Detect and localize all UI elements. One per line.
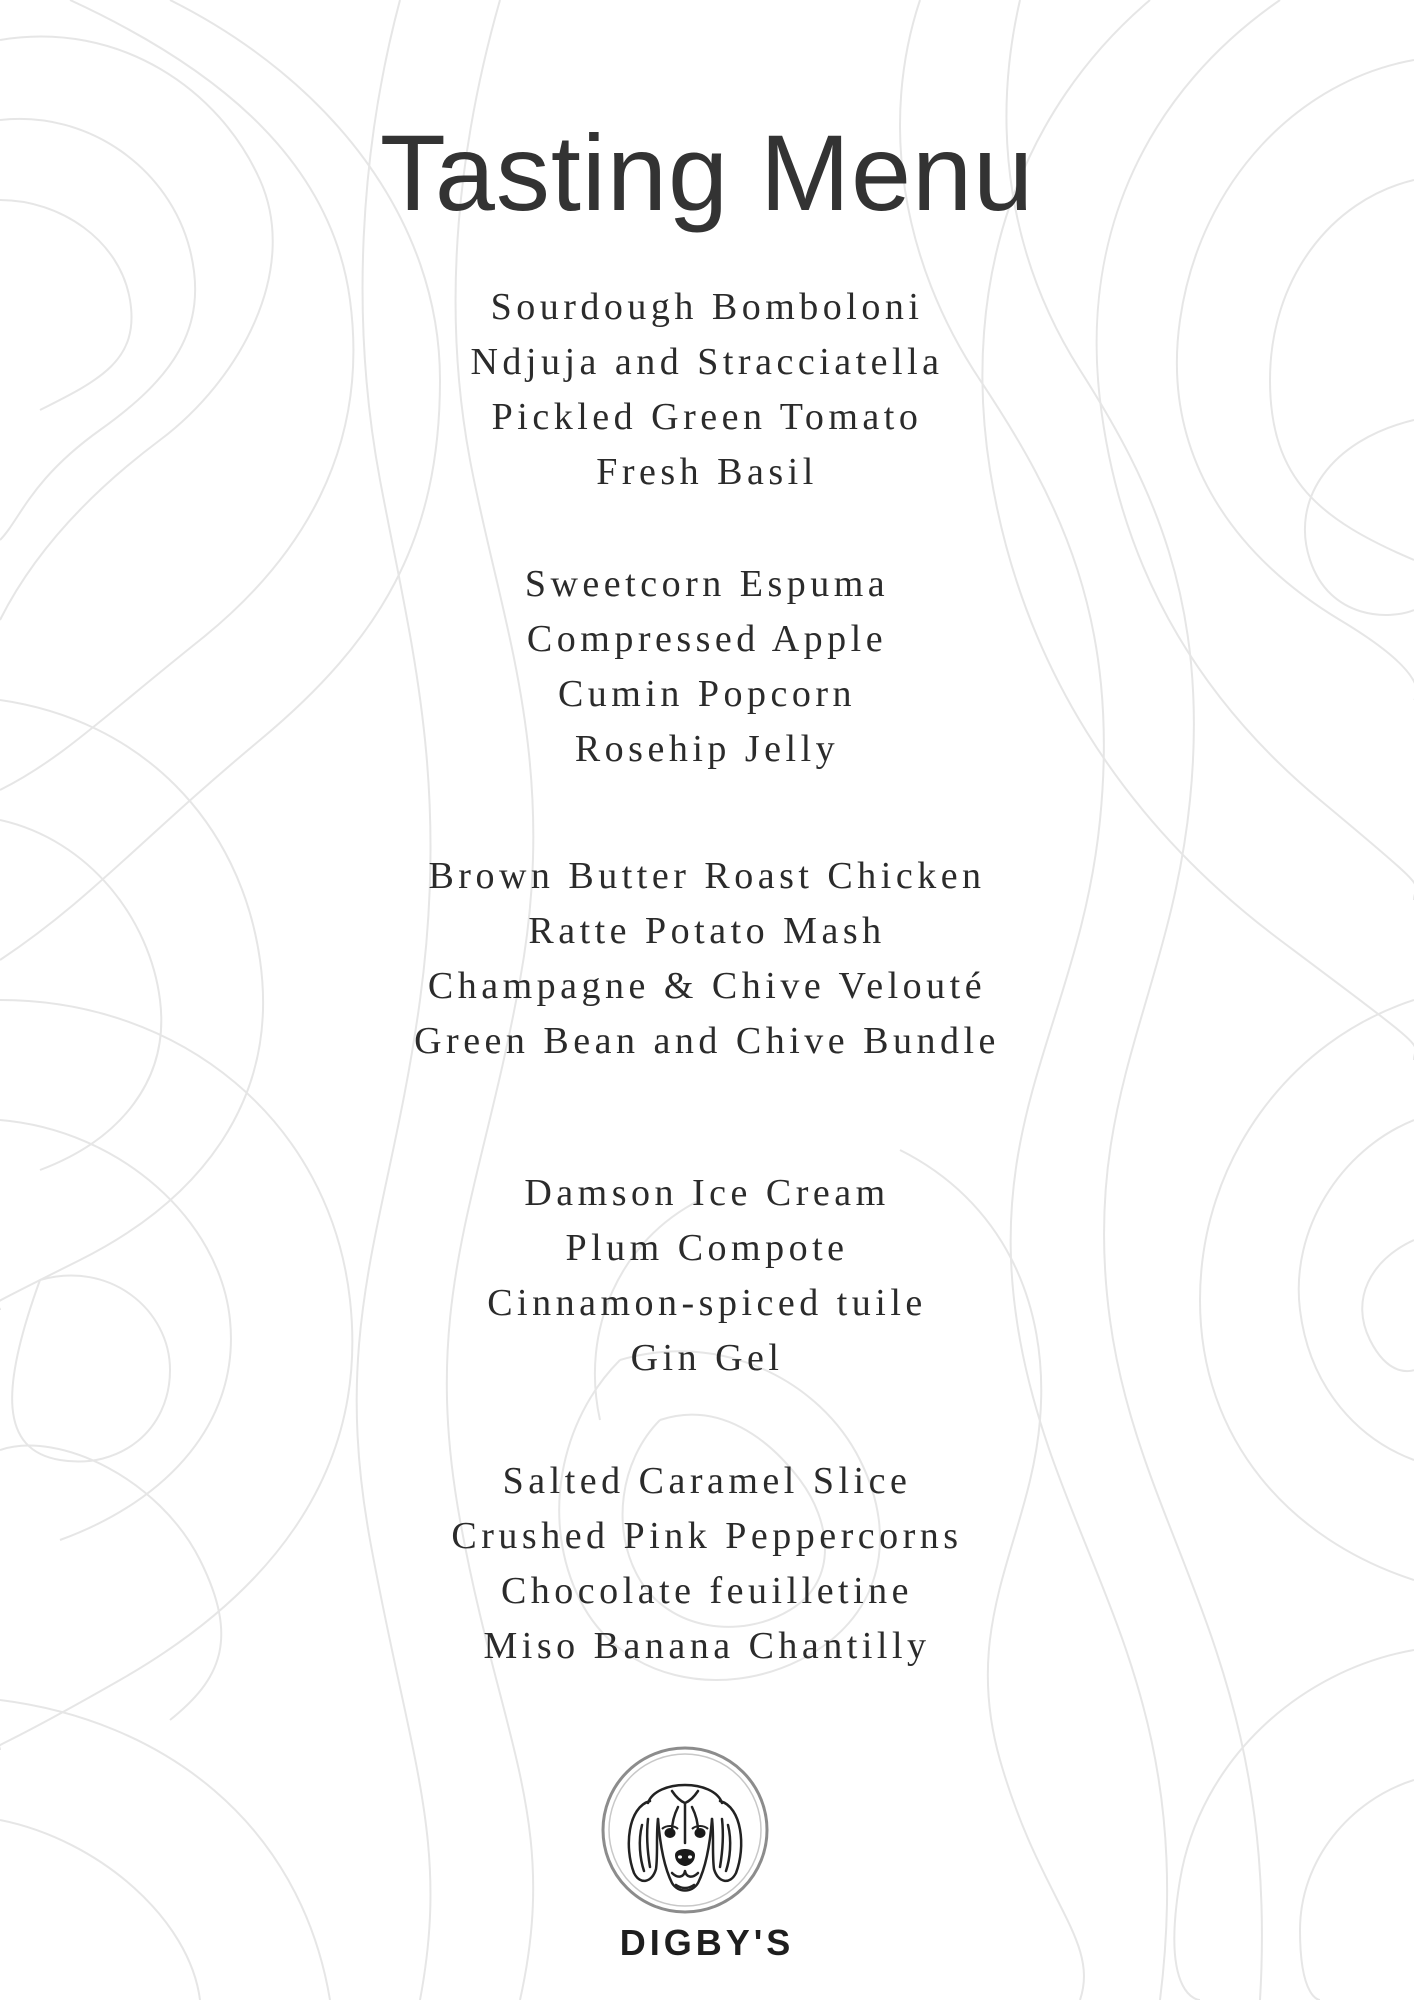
course-4 bbox=[0, 1166, 1414, 1386]
menu-item: Crushed Pink Peppercorns bbox=[451, 1515, 963, 1557]
dog-head-icon bbox=[600, 1745, 770, 1915]
menu-item: Chocolate feuilletine bbox=[500, 1570, 914, 1612]
course-3 bbox=[0, 849, 1414, 1069]
menu-item: Green Bean and Chive Bundle bbox=[414, 1020, 1000, 1062]
menu-item: Salted Caramel Slice bbox=[502, 1460, 912, 1502]
course-5 bbox=[0, 1454, 1414, 1674]
menu-item: Rosehip Jelly bbox=[574, 728, 840, 770]
menu-item: Pickled Green Tomato bbox=[491, 396, 923, 438]
menu-item: Cumin Popcorn bbox=[557, 673, 857, 715]
menu-item: Gin Gel bbox=[630, 1337, 784, 1379]
menu-item: Miso Banana Chantilly bbox=[483, 1625, 931, 1667]
menu-item: Ndjuja and Stracciatella bbox=[470, 341, 944, 383]
menu-item: Damson Ice Cream bbox=[524, 1172, 890, 1214]
course-1 bbox=[0, 280, 1414, 500]
course-2 bbox=[0, 557, 1414, 777]
menu-item: Ratte Potato Mash bbox=[528, 910, 886, 952]
menu-title: Tasting Menu bbox=[379, 112, 1035, 233]
menu-item: Sourdough Bomboloni bbox=[490, 286, 924, 328]
menu-item: Champagne & Chive Velouté bbox=[427, 965, 987, 1007]
menu-item: Fresh Basil bbox=[596, 451, 818, 493]
menu-item: Cinnamon-spiced tuile bbox=[487, 1282, 927, 1324]
menu-item: Brown Butter Roast Chicken bbox=[428, 855, 986, 897]
menu-item: Sweetcorn Espuma bbox=[524, 563, 890, 605]
brand-name: DIGBY'S bbox=[619, 1922, 795, 1963]
menu-item: Plum Compote bbox=[565, 1227, 849, 1269]
menu-item: Compressed Apple bbox=[526, 618, 888, 660]
